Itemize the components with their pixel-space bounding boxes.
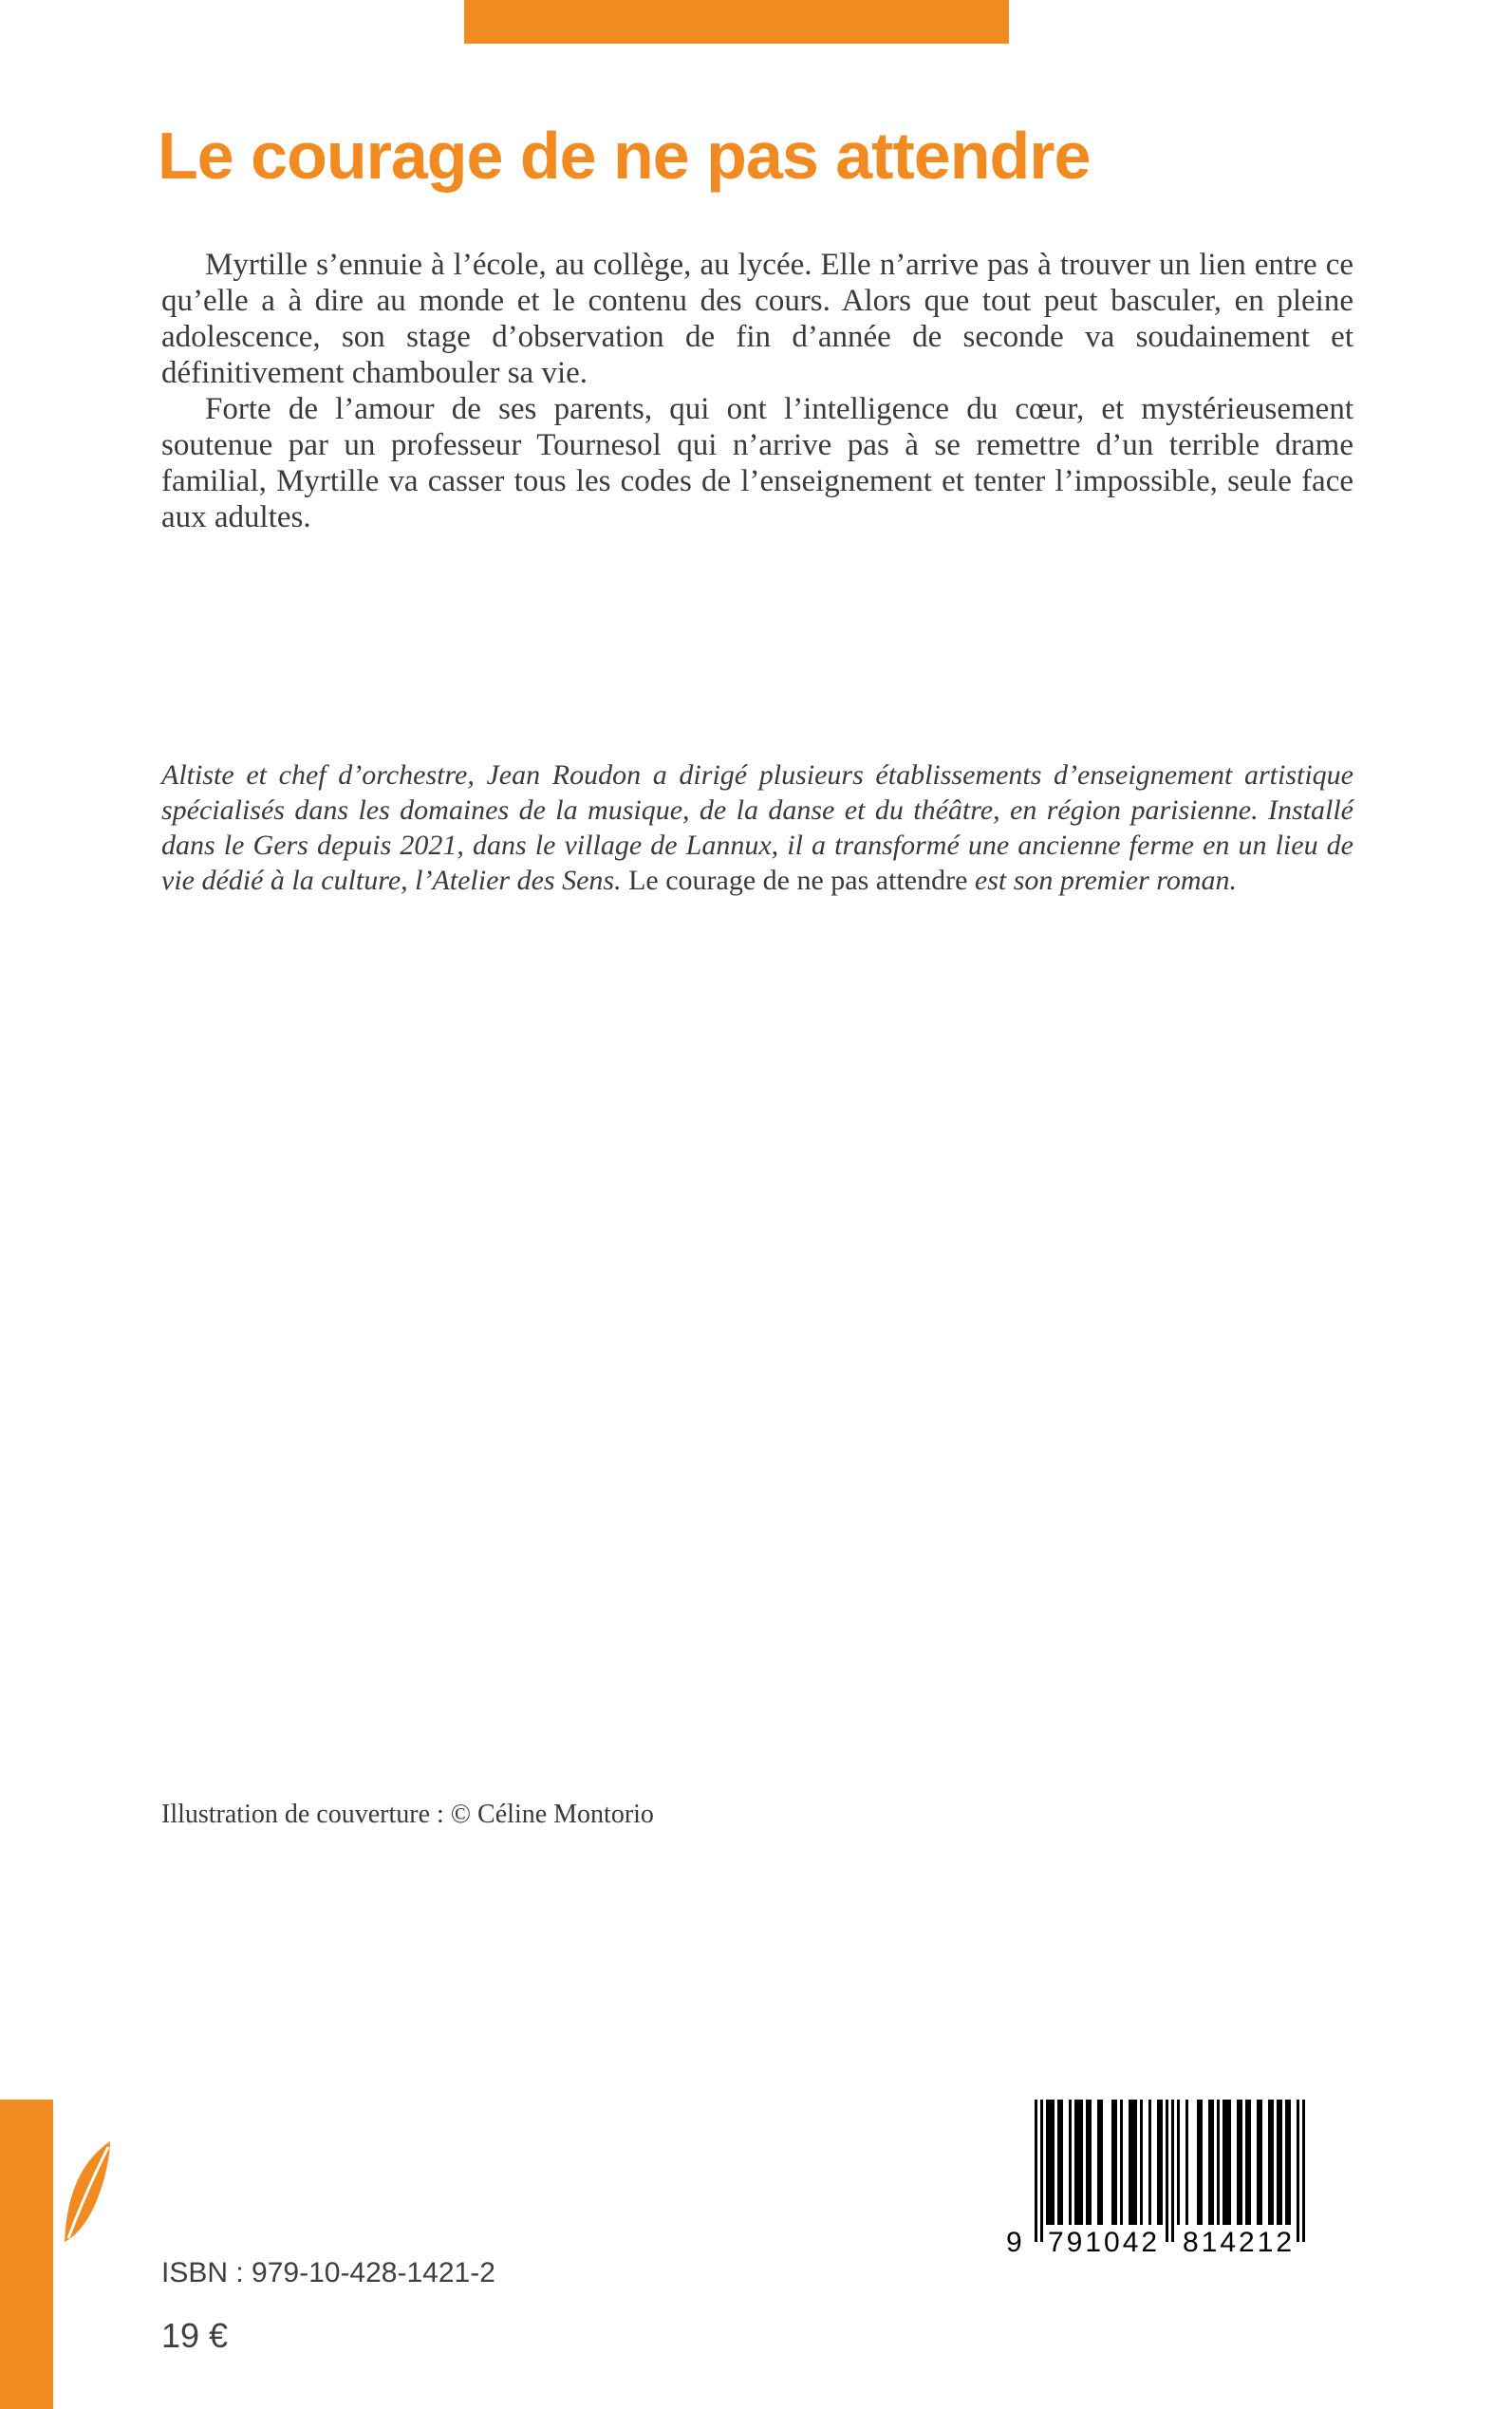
synopsis-paragraph-1: Myrtille s’ennuie à l’école, au collège, au lycée. Elle n’arrive pas à trouver un lien entre ce qu’elle a à dire au monde et le contenu des cours. Alors que tout peut basculer, en pleine adolescence, son stage d’observation de fin d’année de seconde va soudainement et définitivement chambouler sa vie. [161,248,1353,390]
author-bio-book-title: Le courage de ne pas attendre [628,865,975,896]
barcode-digit-group-3: 814212 [1183,2227,1296,2258]
ean-barcode-bars [1035,2100,1305,2242]
spine-top-band [464,0,1009,44]
author-bio [161,757,1353,898]
publisher-left-band [0,2100,53,2409]
author-bio-text: Altiste et chef d’orchestre, Jean Roudon a dirigé plusieurs établissements d’enseignement artistique spécialisés dans les domaines de la musique, de la danse et du théâtre, en région parisienne. Installé dans le Gers depuis 2021, dans le village de Lannux, il a transformé une ancienne ferme en un lieu de vie dédié à la culture, l’Atelier des Sens. [161,759,1353,896]
book-title: Le courage de ne pas attendre [158,119,1091,193]
synopsis-paragraph-2: Forte de l’amour de ses parents, qui ont l’intelligence du cœur, et mystérieusement soutenue par un professeur Tournesol qui n’arrive pas à se remettre d’un terrible drame familial, Myrtille va casser tous les codes de l’enseignement et tenter l’impossible, seule face aux adultes. [161,392,1353,534]
ean-barcode [1006,2100,1305,2280]
isbn-label: ISBN : 979-10-428-1421-2 [161,2257,495,2288]
publisher-feather-icon [61,2141,121,2246]
synopsis [161,247,1353,535]
barcode-digit-group-2: 791042 [1048,2227,1161,2258]
author-bio-text-end: est son premier roman. [974,865,1237,896]
price-label: 19 € [161,2316,229,2355]
illustration-credit: Illustration de couverture : © Céline Montorio [161,1800,654,1829]
barcode-digit-group-1: 9 [1006,2227,1025,2258]
